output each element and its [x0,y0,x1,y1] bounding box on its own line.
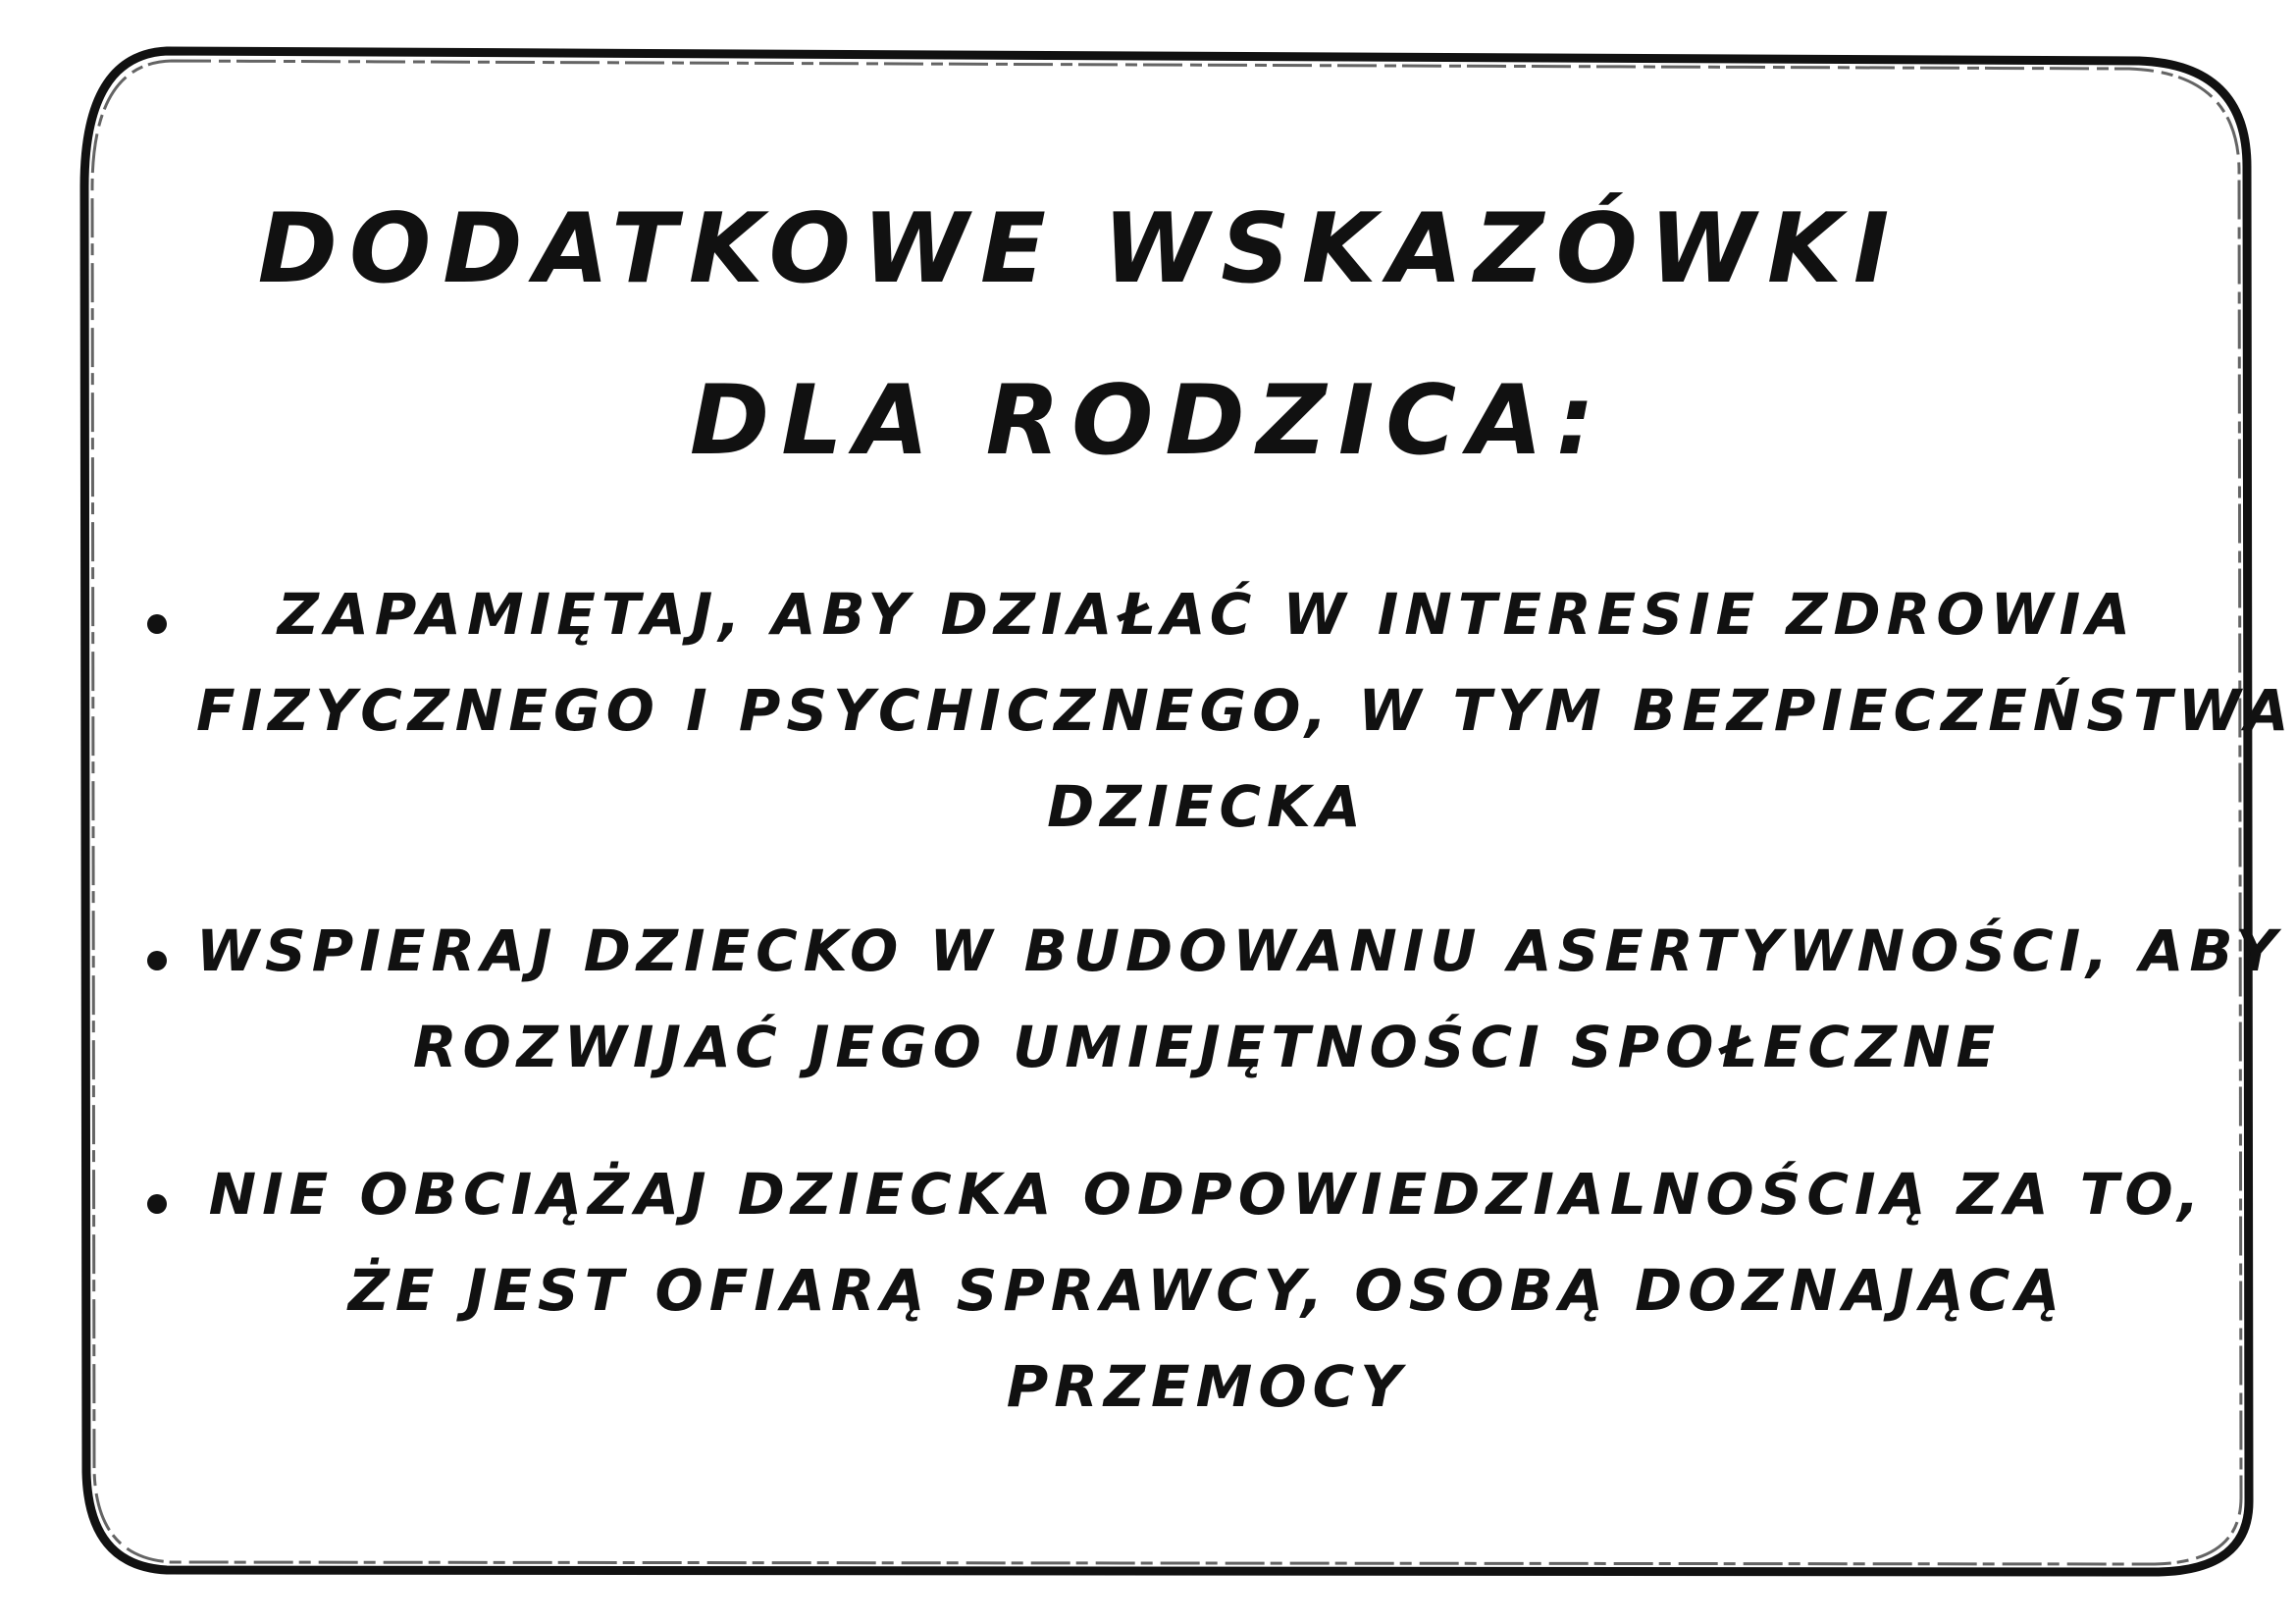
page-title-line-2: DLA RODZICA: [689,365,1607,477]
list-item-line: ZAPAMIĘTAJ, ABY DZIAŁAĆ W INTERESIE ZDROWIA [277,581,2137,648]
list-item [196,903,2283,1095]
list-item-line: ROZWIJAĆ JEGO UMIEJĘTNOŚCI SPOŁECZNE [412,1014,2002,1080]
list-item-line: DZIECKA [1047,773,1367,840]
list-item [196,566,2295,855]
list-item [196,1146,2218,1435]
list-item-line: NIE OBCIĄŻAJ DZIECKA ODPOWIEDZIALNOŚCIĄ ZA TO, [208,1161,2206,1228]
list-item-line: FIZYCZNEGO I PSYCHICZNEGO, W TYM BEZPIECZEŃSTWA [196,677,2295,744]
page-title-line-1: DODATKOWE WSKAZÓWKI [257,193,1902,305]
bullet-dot-icon [147,1194,167,1214]
list-item-line: ŻE JEST OFIARĄ SPRAWCY, OSOBĄ DOZNAJĄCĄ [347,1257,2066,1324]
bullet-dot-icon [147,614,167,634]
list-item-line: PRZEMOCY [1006,1353,1408,1420]
bullet-dot-icon [147,951,167,970]
list-item-line: WSPIERAJ DZIECKO W BUDOWANIU ASERTYWNOŚCI, ABY [196,917,2283,984]
